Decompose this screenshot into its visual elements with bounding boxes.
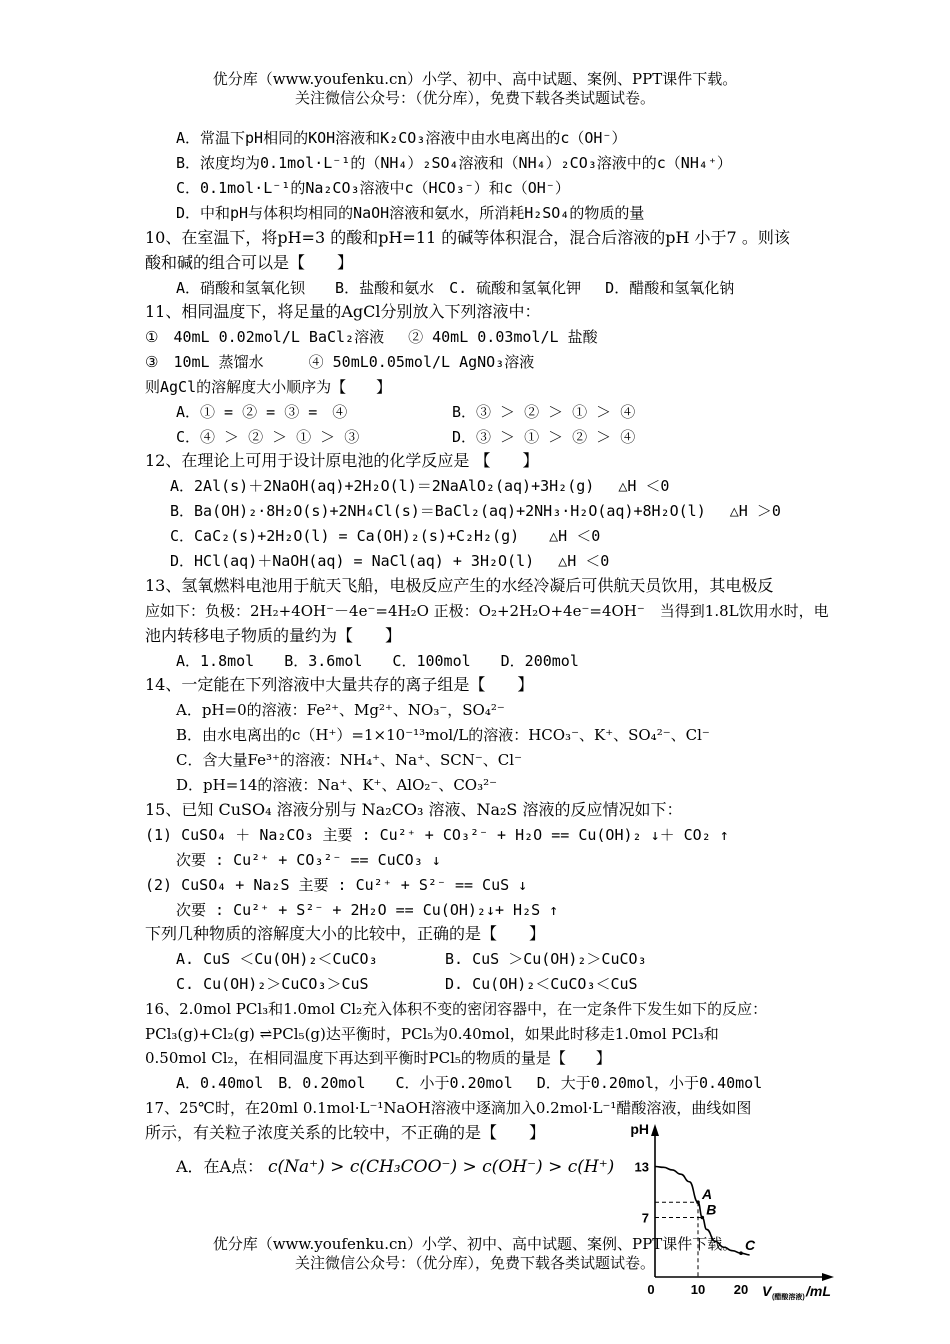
q12-option-c: C．CaC₂(s)+2H₂O(l) = Ca(OH)₂(s)+C₂H₂(g) △H ＜0 <box>170 527 601 545</box>
q17-option-a-label: A．在A点： <box>176 1157 264 1176</box>
q15-option-c: C. Cu(OH)₂＞CuCO₃＞CuS <box>176 975 369 993</box>
q13-options: A．1.8mol B．3.6mol C．100mol D．200mol <box>176 652 579 670</box>
page-header-line2: 关注微信公众号：（优分库），免费下载各类试题试卷。 <box>294 89 655 107</box>
q16-stem-2: PCl₃(g)+Cl₂(g) ⇌PCl₅(g)达平衡时，PCl₅为0.40mol，如果此时移走1.0mol PCl₃和 <box>145 1025 719 1043</box>
q17-stem-2: 所示，有关粒子浓度关系的比较中，不正确的是【 】 <box>145 1123 546 1142</box>
q14-option-c: C．含大量Fe³⁺的溶液：NH₄⁺、Na⁺、SCN⁻、Cl⁻ <box>176 751 522 769</box>
q16-options: A．0.40mol B．0.20mol C．小于0.20mol D．大于0.20mol，小于0.40mol <box>176 1074 763 1092</box>
q11-stem: 11、相同温度下，将足量的AgCl分别放入下列溶液中： <box>145 302 541 321</box>
q17-option-a-formula: c(Na⁺) > c(CH₃COO⁻) > c(OH⁻) > c(H⁺) <box>268 1157 615 1177</box>
q12-option-a: A．2Al(s)＋2NaOH(aq)+2H₂O(l)＝2NaAlO₂(aq)+3H₂(g) △H ＜0 <box>170 477 670 495</box>
q16-stem-1: 16、2.0mol PCl₃和1.0mol Cl₂充入体积不变的密闭容器中，在一定条件下发生如下的反应： <box>145 1000 768 1018</box>
q9-option-b: B．浓度均为0.1mol·L⁻¹的（NH₄）₂SO₄溶液和（NH₄）₂CO₃溶液中的c（NH₄⁺） <box>176 154 732 172</box>
q15-reaction-1-minor: 次要 : Cu²⁺ + CO₃²⁻ == CuCO₃ ↓ <box>176 851 441 869</box>
q11-option-c: C．④ ＞ ② ＞ ① ＞ ③ <box>176 428 360 446</box>
y-axis-arrow <box>651 1124 659 1136</box>
q13-stem-1: 13、氢氧燃料电池用于航天飞船，电极反应产生的水经冷凝后可供航天员饮用，其电极反 <box>145 576 774 595</box>
q9-option-c: C．0.1mol·L⁻¹的Na₂CO₃溶液中c（HCO₃⁻）和c（OH⁻） <box>176 179 570 197</box>
x-axis-sub: (醋酸溶液) <box>772 1294 805 1301</box>
q11-solutions-2: ③ 10mL 蒸馏水 ④ 50mL0.05mol/L AgNO₃溶液 <box>145 353 535 371</box>
x-tick-label: 20 <box>733 1282 749 1297</box>
y-tick-label: 7 <box>641 1210 649 1226</box>
data-point-b <box>701 1216 705 1220</box>
point-label-b: B <box>706 1201 717 1218</box>
page-footer-line1: 优分库（www.youfenku.cn）小学、初中、高中试题、案例、PPT课件下载。 <box>212 1235 738 1253</box>
q15-reaction-2-main: (2) CuSO₄ + Na₂S 主要 : Cu²⁺ + S²⁻ == CuS ↓ <box>145 876 528 894</box>
q10-stem-2: 酸和碱的组合可以是【 】 <box>145 253 354 272</box>
page-footer-line2: 关注微信公众号：（优分库），免费下载各类试题试卷。 <box>294 1254 655 1272</box>
q12-stem: 12、在理论上可用于设计原电池的化学反应是 【 】 <box>145 451 539 470</box>
q13-stem-2: 应如下：负极：2H₂+4OH⁻－4e⁻=4H₂O 正极：O₂+2H₂O+4e⁻=4OH⁻ 当得到1.8L饮用水时，电 <box>145 602 829 620</box>
q15-stem: 15、已知 CuSO₄ 溶液分别与 Na₂CO₃ 溶液、Na₂S 溶液的反应情况如下： <box>145 800 683 819</box>
q15-question: 下列几种物质的溶解度大小的比较中，正确的是【 】 <box>145 924 546 943</box>
q12-option-b: B．Ba(OH)₂·8H₂O(s)+2NH₄Cl(s)＝BaCl₂(aq)+2NH₃·H₂O(aq)+8H₂O(l) △H ＞0 <box>170 502 781 520</box>
q11-question: 则AgCl的溶解度大小顺序为【 】 <box>145 378 392 396</box>
x-axis-var: V <box>762 1283 772 1299</box>
q11-solutions-1: ① 40mL 0.02mol/L BaCl₂溶液 ② 40mL 0.03mol/L 盐酸 <box>145 328 598 346</box>
q9-option-a: A．常温下pH相同的KOH溶液和K₂CO₃溶液中由水电离出的c（OH⁻） <box>176 129 627 147</box>
q10-stem-1: 10、在室温下，将pH=3 的酸和pH=11 的碱等体积混合，混合后溶液的pH 小于7 。则该 <box>145 228 790 247</box>
x-axis-arrow <box>822 1273 834 1281</box>
x-tick-label: 10 <box>690 1282 706 1297</box>
point-label-c: C <box>745 1237 756 1254</box>
q11-option-b: B．③ ＞ ② ＞ ① ＞ ④ <box>452 403 636 421</box>
y-tick-label: 13 <box>634 1159 649 1175</box>
page-header-line1: 优分库（www.youfenku.cn）小学、初中、高中试题、案例、PPT课件下载。 <box>212 70 738 88</box>
q14-option-b: B．由水电离出的c（H⁺）=1×10⁻¹³mol/L的溶液：HCO₃⁻、K⁺、SO₄²⁻、Cl⁻ <box>176 726 710 744</box>
x-axis-unit: /mL <box>806 1283 831 1299</box>
q15-reaction-2-minor: 次要 : Cu²⁺ + S²⁻ + 2H₂O == Cu(OH)₂↓+ H₂S ↑ <box>176 901 559 919</box>
q15-reaction-1-main: (1) CuSO₄ ＋ Na₂CO₃ 主要 : Cu²⁺ + CO₃²⁻ + H₂O == Cu(OH)₂ ↓＋ CO₂ ↑ <box>145 826 729 844</box>
q13-stem-3: 池内转移电子物质的量约为【 】 <box>145 626 402 645</box>
q11-option-a: A．① = ② = ③ = ④ <box>176 403 348 421</box>
q14-option-a: A．pH=0的溶液：Fe²⁺、Mg²⁺、NO₃⁻，SO₄²⁻ <box>176 701 505 719</box>
q9-option-d: D．中和pH与体积均相同的NaOH溶液和氨水，所消耗H₂SO₄的物质的量 <box>176 204 645 222</box>
q14-stem: 14、一定能在下列溶液中大量共存的离子组是【 】 <box>145 675 534 694</box>
q12-option-d: D．HCl(aq)＋NaOH(aq) = NaCl(aq) + 3H₂O(l) △H ＜0 <box>170 552 610 570</box>
data-point-a <box>696 1200 700 1204</box>
point-label-a: A <box>702 1186 713 1203</box>
q11-option-d: D．③ ＞ ① ＞ ② ＞ ④ <box>452 428 636 446</box>
q15-option-b: B. CuS ＞Cu(OH)₂＞CuCO₃ <box>445 950 647 968</box>
q17-stem-1: 17、25℃时，在20ml 0.1mol·L⁻¹NaOH溶液中逐滴加入0.2mol·L⁻¹醋酸溶液，曲线如图 <box>145 1099 752 1117</box>
q16-stem-3: 0.50mol Cl₂，在相同温度下再达到平衡时PCl₅的物质的量是【 】 <box>145 1049 611 1067</box>
q10-options: A．硝酸和氢氧化钡 B．盐酸和氨水 C. 硫酸和氢氧化钾 D．醋酸和氢氧化钠 <box>176 279 735 297</box>
x-tick-label: 0 <box>647 1282 655 1297</box>
q15-option-d: D. Cu(OH)₂＜CuCO₃＜CuS <box>445 975 638 993</box>
q15-option-a: A. CuS ＜Cu(OH)₂＜CuCO₃ <box>176 950 378 968</box>
y-axis-label: pH <box>630 1121 649 1137</box>
q14-option-d: D．pH=14的溶液：Na⁺、K⁺、AlO₂⁻、CO₃²⁻ <box>176 776 498 794</box>
